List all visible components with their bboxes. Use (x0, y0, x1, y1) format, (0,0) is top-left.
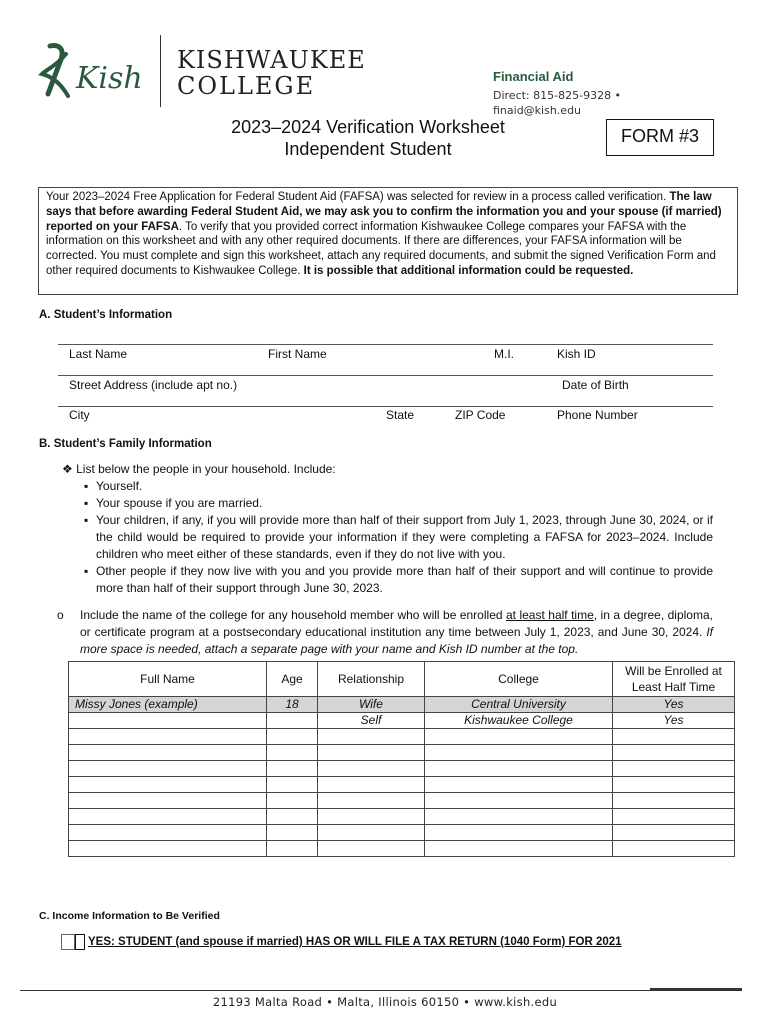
circle-bullet-icon: o (57, 608, 64, 622)
square-bullet-icon: ▪ (84, 479, 89, 493)
intro-text-4: It is possible that additional information could be requested. (303, 264, 634, 277)
table-cell-input[interactable] (69, 713, 267, 729)
table-cell-input[interactable] (267, 777, 318, 793)
table-cell-input[interactable] (318, 761, 425, 777)
table-cell-input[interactable] (69, 793, 267, 809)
table-cell-input[interactable] (318, 777, 425, 793)
table-cell-input[interactable] (69, 777, 267, 793)
middle-initial-field[interactable]: M.I. (494, 347, 514, 361)
table-cell: 18 (267, 697, 318, 713)
table-cell-input[interactable] (318, 745, 425, 761)
tax-return-yes-label: YES: STUDENT (and spouse if married) HAS OR WILL FILE A TAX RETURN (1040 Form) FOR 2021 (88, 936, 622, 949)
table-cell: Yes (613, 713, 735, 729)
col-relationship: Relationship (318, 662, 425, 697)
table-cell-input[interactable] (425, 761, 613, 777)
logo-script-text: Kish (76, 61, 143, 96)
department-name: Financial Aid (493, 69, 574, 84)
page-subtitle: Independent Student (284, 139, 452, 159)
note-text: Include the name of the college for any household member who will be enrolled (80, 608, 506, 622)
table-cell-input[interactable] (613, 745, 735, 761)
table-row-blank (69, 841, 735, 857)
intro-text-2: The law says that before awarding Federal Student Aid, we may ask you to confirm the information you and your spouse (if married) reported on your FAFSA (46, 191, 722, 233)
table-cell-input[interactable] (69, 841, 267, 857)
street-address-field[interactable]: Street Address (include apt no.) (69, 378, 238, 392)
intro-text-1: Your 2023–2024 Free Application for Federal Student Aid (FAFSA) was selected for review in a process called verification. (46, 191, 667, 203)
table-cell-input[interactable] (613, 825, 735, 841)
section-b-heading: B. Student’s Family Information (39, 438, 212, 450)
intro-text-3: . To verify that you provided correct information Kishwaukee College compares your FAFSA with the information on this worksheet and with any other required documents. If there are differences, your FAFSA information will be corrected. You must complete and sign this worksheet, attach any required documents, and submit the signed Verification Form and other required documents to Kishwaukee College. (46, 220, 716, 277)
footer-divider (20, 990, 742, 991)
table-cell-input[interactable] (613, 729, 735, 745)
department-email: finaid@kish.edu (493, 104, 582, 116)
table-cell-input[interactable] (613, 809, 735, 825)
list-item-text: Yourself. (96, 479, 143, 493)
square-bullet-icon: ▪ (84, 564, 89, 578)
checkbox-yes[interactable] (75, 934, 85, 950)
logo-divider (160, 35, 161, 107)
tax-return-yes-option[interactable] (61, 934, 622, 950)
state-field[interactable]: State (386, 408, 415, 422)
table-cell-input[interactable] (425, 793, 613, 809)
table-cell-input[interactable] (318, 825, 425, 841)
list-item (84, 495, 713, 512)
section-a-heading: A. Student’s Information (39, 309, 173, 321)
footer-divider-accent (650, 988, 742, 990)
table-cell-input[interactable] (613, 841, 735, 857)
table-cell: Yes (613, 697, 735, 713)
table-cell-input[interactable] (69, 745, 267, 761)
note-text: , in a degree, diploma, or certificate program at a postsecondary educational institution any time between July 1, 2023, and June 30, 2024. (80, 608, 713, 639)
note-italic-text: If more space is needed, attach a separate page with your name and Kish ID number at the top. (80, 625, 713, 656)
table-cell-input[interactable] (318, 729, 425, 745)
table-cell-input[interactable] (425, 825, 613, 841)
table-cell-input[interactable] (267, 793, 318, 809)
department-phone: Direct: 815-825-9328 • (493, 89, 622, 102)
household-bullet-list (84, 478, 713, 597)
table-cell-input[interactable] (425, 729, 613, 745)
table-cell-input[interactable] (613, 777, 735, 793)
table-cell-input[interactable] (69, 729, 267, 745)
last-name-field[interactable]: Last Name (69, 347, 128, 361)
intro-notice (38, 187, 738, 295)
list-item-text: Other people if they now live with you and you provide more than half of their support and will continue to provide more than half of their support through June 30, 2023. (96, 564, 713, 595)
square-bullet-icon: ▪ (84, 496, 89, 510)
list-item (84, 478, 713, 495)
kish-id-field[interactable]: Kish ID (557, 347, 596, 361)
table-cell-input[interactable] (69, 761, 267, 777)
square-bullet-icon: ▪ (84, 513, 89, 527)
table-header-row (69, 662, 735, 697)
table-cell-input[interactable] (267, 809, 318, 825)
table-cell-input[interactable] (318, 793, 425, 809)
divider (58, 406, 713, 407)
table-cell: Kishwaukee College (425, 713, 613, 729)
household-instruction-text: List below the people in your household. Include: (76, 462, 336, 476)
table-cell-input[interactable] (267, 761, 318, 777)
table-cell-input[interactable] (613, 793, 735, 809)
page-title: 2023–2024 Verification Worksheet (231, 117, 505, 137)
footer-address: 21193 Malta Road • Malta, Illinois 60150 • www.kish.edu (212, 995, 558, 1009)
table-cell-input[interactable] (69, 825, 267, 841)
col-enrolled-half-time: Will be Enrolled at Least Half Time (613, 662, 735, 697)
city-field[interactable]: City (69, 408, 90, 422)
checkbox-outer[interactable] (61, 934, 75, 950)
phone-number-field[interactable]: Phone Number (557, 408, 638, 422)
household-table (68, 661, 735, 857)
table-row-blank (69, 729, 735, 745)
logo-wordmark-line1: KISHWAUKEE (177, 46, 366, 74)
section-c-heading: C. Income Information to Be Verified (39, 910, 220, 922)
table-cell-input[interactable] (425, 841, 613, 857)
table-cell-input[interactable] (425, 777, 613, 793)
diamond-bullet-icon: ❖ (62, 462, 73, 476)
table-row-example (69, 697, 735, 713)
table-cell-input[interactable] (318, 841, 425, 857)
kish-script-logo (36, 36, 156, 106)
table-cell-input[interactable] (425, 745, 613, 761)
first-name-field[interactable]: First Name (268, 347, 327, 361)
date-of-birth-field[interactable]: Date of Birth (562, 378, 629, 392)
divider (58, 344, 713, 345)
col-college: College (425, 662, 613, 697)
table-cell-input[interactable] (613, 761, 735, 777)
list-item (84, 563, 713, 597)
table-cell-input[interactable] (69, 809, 267, 825)
form-number-badge: FORM #3 (606, 119, 714, 156)
list-item-text: Your children, if any, if you will provide more than half of their support from July 1, 2023, through June 30, 2024, or if the child would be required to provide your information if they were completing a FAFSA for 2023–2024. Include children who meet either of these standards, even if they do not live with you. (96, 513, 713, 561)
table-cell: Self (318, 713, 425, 729)
table-cell: Wife (318, 697, 425, 713)
divider (58, 375, 713, 376)
list-item (84, 512, 713, 563)
table-cell-input[interactable] (267, 745, 318, 761)
table-row-self (69, 713, 735, 729)
table-cell-input[interactable] (267, 713, 318, 729)
table-row-blank (69, 745, 735, 761)
table-row-blank (69, 809, 735, 825)
household-instruction (62, 461, 336, 478)
table-cell-input[interactable] (267, 825, 318, 841)
logo-wordmark-line2: COLLEGE (177, 72, 316, 100)
college-enrollment-note (80, 607, 713, 658)
table-row-blank (69, 825, 735, 841)
list-item-text: Your spouse if you are married. (96, 496, 263, 510)
table-row-blank (69, 777, 735, 793)
table-cell: Central University (425, 697, 613, 713)
col-full-name: Full Name (69, 662, 267, 697)
table-row-blank (69, 793, 735, 809)
table-cell-input[interactable] (267, 729, 318, 745)
col-age: Age (267, 662, 318, 697)
table-cell-input[interactable] (318, 809, 425, 825)
zip-code-field[interactable]: ZIP Code (455, 408, 506, 422)
table-cell-input[interactable] (425, 809, 613, 825)
table-cell: Missy Jones (example) (69, 697, 267, 713)
table-cell-input[interactable] (267, 841, 318, 857)
table-row-blank (69, 761, 735, 777)
note-underlined-text: at least half time (506, 608, 594, 622)
